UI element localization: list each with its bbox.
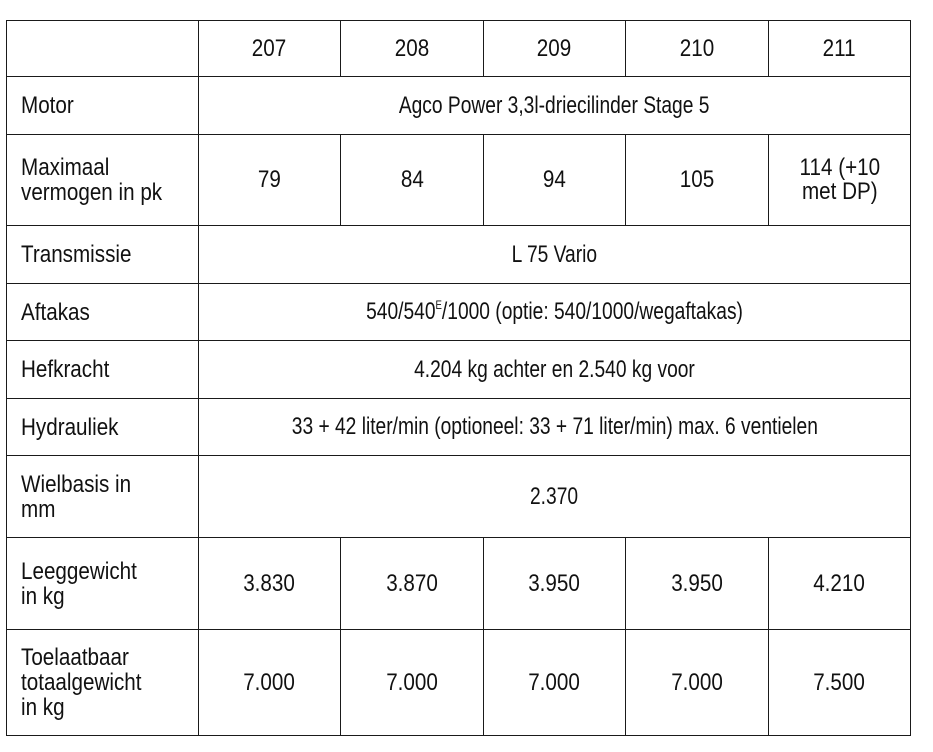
motor-row [7,77,911,135]
transmissie-value: L 75 Vario [199,226,911,284]
hefkracht-value: 4.204 kg achter en 2.540 kg voor [199,341,911,399]
totaalgewicht-label: Toelaatbaar totaalgewicht in kg [7,630,199,736]
hefkracht-row [7,341,911,399]
totaalgewicht-row [7,630,911,736]
motor-value: Agco Power 3,3l-driecilinder Stage 5 [199,77,911,135]
vermogen-211: 114 (+10 met DP) [769,135,911,226]
wielbasis-row [7,456,911,538]
hydrauliek-row [7,399,911,456]
hydrauliek-value: 33 + 42 liter/min (optioneel: 33 + 71 liter/min) max. 6 ventielen [199,399,911,456]
vermogen-row [7,135,911,226]
totaalgewicht-208: 7.000 [341,630,484,736]
vermogen-208: 84 [341,135,484,226]
vermogen-210: 105 [626,135,769,226]
model-208-header: 208 [341,21,484,77]
transmissie-label: Transmissie [7,226,199,284]
transmissie-row [7,226,911,284]
model-209-header: 209 [484,21,626,77]
leeggewicht-208: 3.870 [341,538,484,630]
model-211-header: 211 [769,21,911,77]
model-210-header: 210 [626,21,769,77]
model-207-header: 207 [199,21,341,77]
hefkracht-label: Hefkracht [7,341,199,399]
vermogen-209: 94 [484,135,626,226]
aftakas-value-rest: /1000 (optie: 540/1000/wegaftakas) [441,298,743,325]
totaalgewicht-210: 7.000 [626,630,769,736]
leeggewicht-211: 4.210 [769,538,911,630]
leeggewicht-207: 3.830 [199,538,341,630]
hydrauliek-label: Hydrauliek [7,399,199,456]
totaalgewicht-209: 7.000 [484,630,626,736]
leeggewicht-label: Leeggewicht in kg [7,538,199,630]
specifications-table [6,20,911,736]
leeggewicht-row [7,538,911,630]
aftakas-value-main: 540/540 [366,298,436,325]
leeggewicht-209: 3.950 [484,538,626,630]
wielbasis-value: 2.370 [199,456,911,538]
corner-cell [7,21,199,77]
motor-label: Motor [7,77,199,135]
header-row [7,21,911,77]
totaalgewicht-207: 7.000 [199,630,341,736]
totaalgewicht-211: 7.500 [769,630,911,736]
aftakas-value [199,284,911,341]
vermogen-207: 79 [199,135,341,226]
leeggewicht-210: 3.950 [626,538,769,630]
aftakas-label: Aftakas [7,284,199,341]
aftakas-superscript: E [435,298,442,312]
wielbasis-label: Wielbasis in mm [7,456,199,538]
vermogen-label: Maximaal vermogen in pk [7,135,199,226]
aftakas-row [7,284,911,341]
